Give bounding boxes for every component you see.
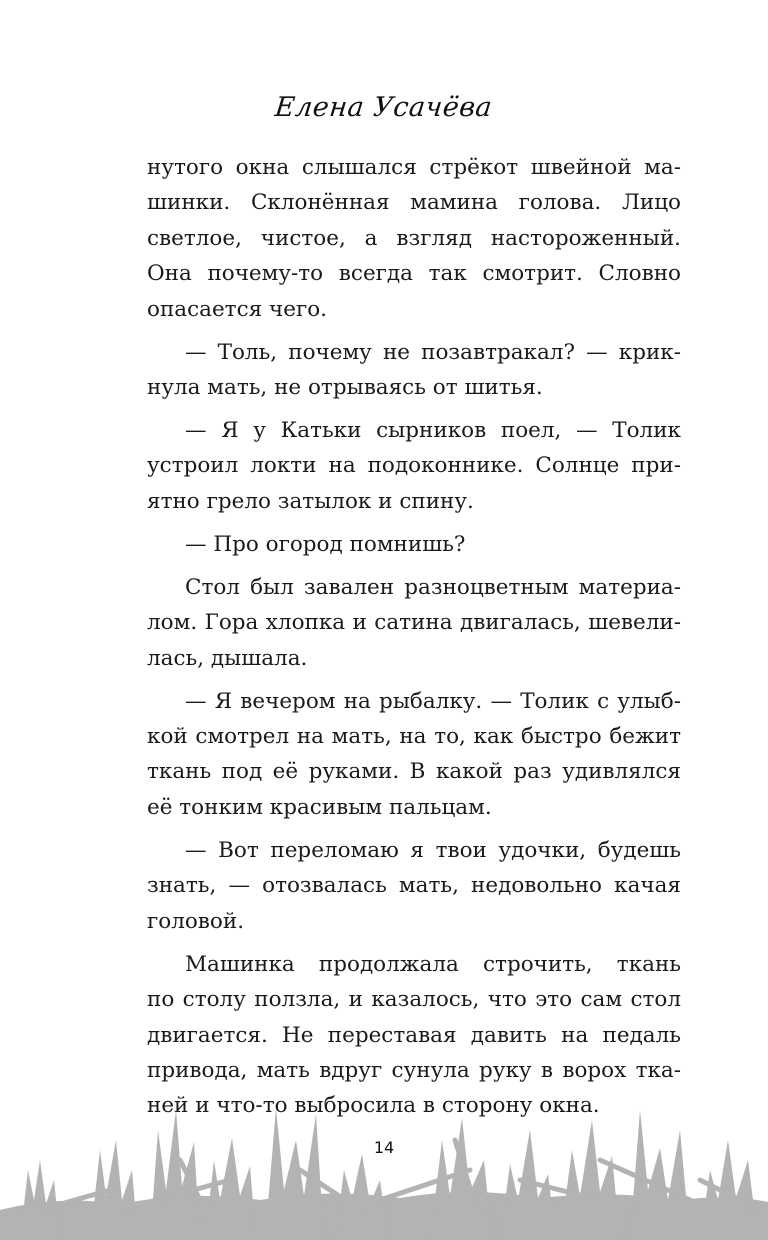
paragraph [147, 413, 681, 519]
paragraph [147, 947, 681, 1124]
text-line: кой смотрел на мать, на то, как быстро бежит [147, 724, 681, 750]
text-line: — Про огород помнишь? [185, 531, 466, 557]
text-line: лом. Гора хлопка и сатина двигалась, шевели- [147, 610, 681, 636]
text-line: шинки. Склонённая мамина голова. Лицо [147, 190, 681, 216]
text-line: знать, — отозвалась мать, недовольно качая [147, 873, 681, 899]
text-line: лась, дышала. [147, 645, 308, 671]
body-text [147, 150, 681, 1131]
text-line: привода, мать вдруг сунула руку в ворох тка- [147, 1057, 681, 1083]
text-line: ней и что-то выбросила в сторону окна. [147, 1093, 600, 1119]
grass-decoration [0, 1100, 768, 1240]
text-line: Она почему-то всегда так смотрит. Словно [147, 261, 681, 287]
running-header [0, 92, 768, 123]
text-line: — Толь, почему не позавтракал? — крик- [185, 339, 681, 365]
text-line: Стол был завален разноцветным материа- [185, 574, 681, 600]
text-line: головой. [147, 908, 245, 934]
text-line: опасается чего. [147, 296, 327, 322]
text-line: её тонким красивым пальцам. [147, 794, 492, 820]
text-line: Машинка продолжала строчить, ткань [185, 951, 681, 977]
author-name: Елена Усачёва [273, 92, 495, 123]
text-line: — Я вечером на рыбалку. — Толик с улыб- [185, 688, 681, 714]
page-number: 14 [373, 1138, 395, 1157]
text-line: — Я у Катьки сырников поел, — Толик [185, 418, 681, 444]
text-line: — Вот переломаю я твои удочки, будешь [185, 837, 681, 863]
text-line: нутого окна слышался стрёкот швейной ма- [147, 155, 681, 180]
paragraph [147, 833, 681, 939]
paragraph [147, 150, 681, 327]
text-line: нула мать, не отрываясь от шитья. [147, 375, 543, 401]
text-line: ткань под её руками. В какой раз удивлялся [147, 759, 681, 785]
paragraph [147, 684, 681, 826]
paragraph [147, 335, 681, 406]
paragraph [147, 570, 681, 676]
paragraph [147, 527, 681, 562]
text-line: двигается. Не переставая давить на педаль [147, 1022, 681, 1048]
text-line: по столу ползла, и казалось, что это сам стол [147, 987, 681, 1013]
text-line: ятно грело затылок и спину. [147, 488, 474, 514]
text-line: светлое, чистое, а взгляд настороженный. [147, 225, 681, 251]
text-line: устроил локти на подоконнике. Солнце при- [147, 453, 681, 479]
